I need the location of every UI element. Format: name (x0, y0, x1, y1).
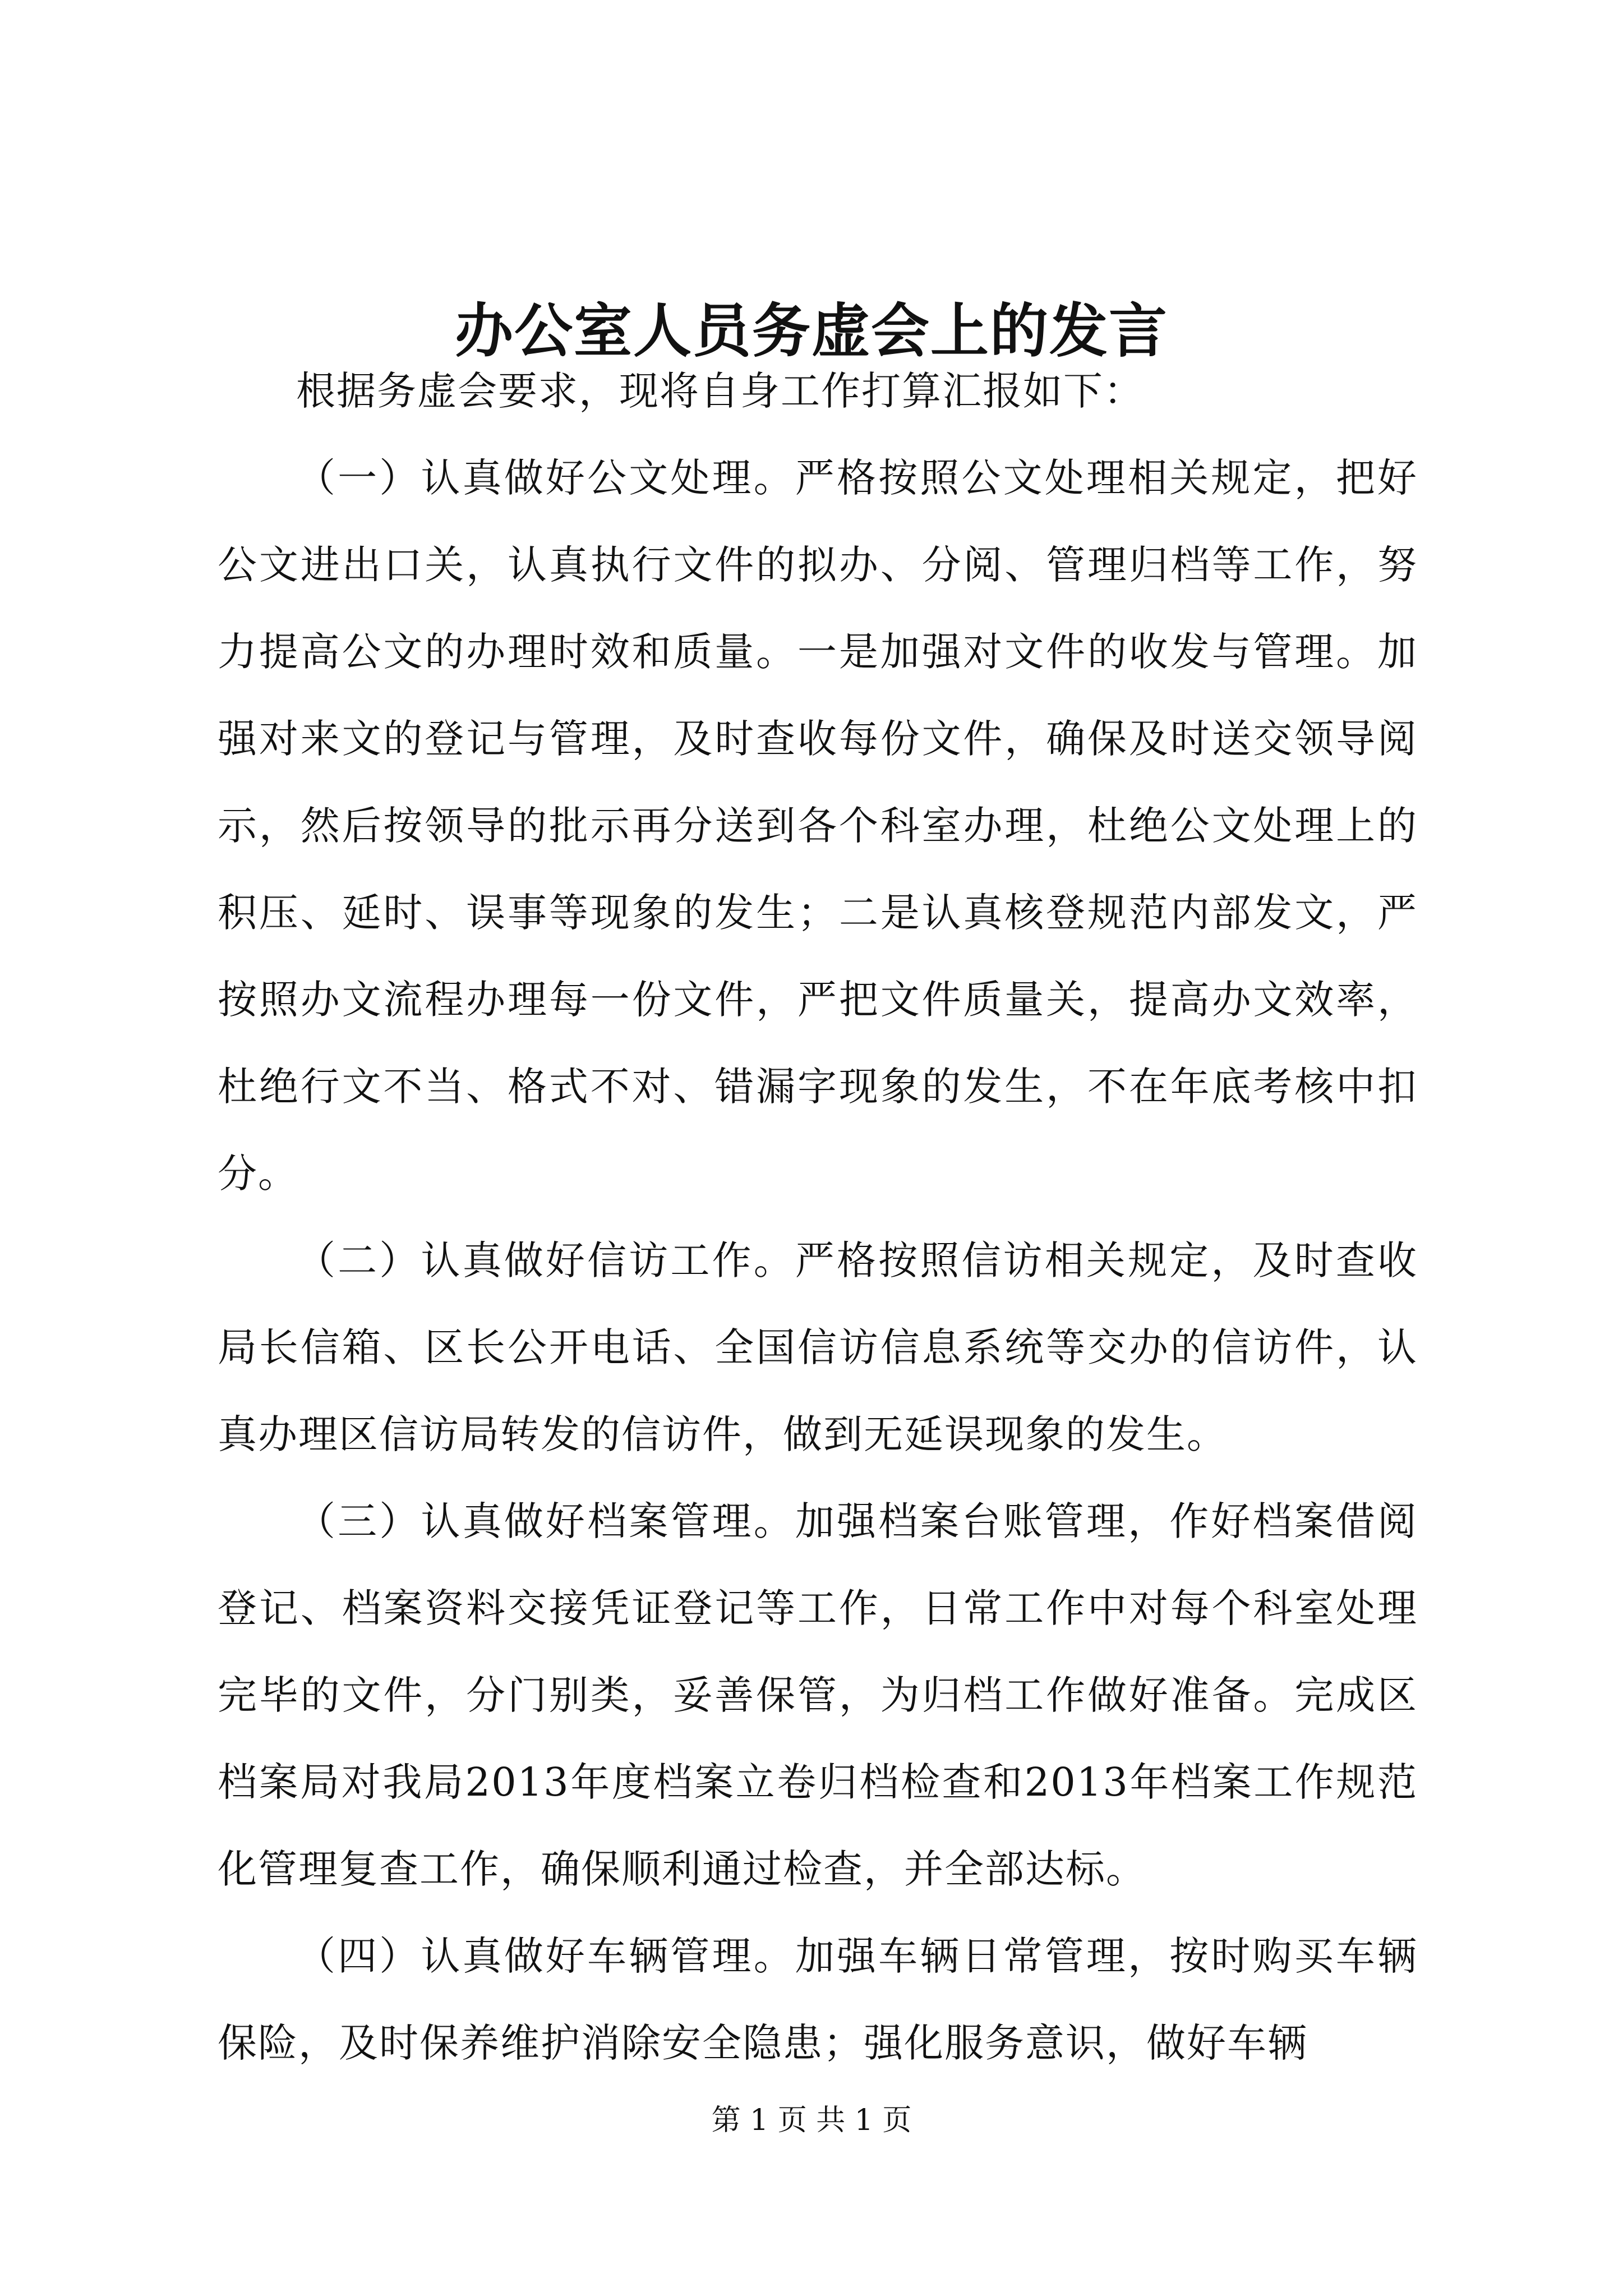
page-footer: 第 1 页 共 1 页 (711, 2104, 912, 2137)
document-title: 办公室人员务虚会上的发言 (454, 296, 1168, 365)
paragraph-archives: （三）认真做好档案管理。加强档案台账管理，作好档案借阅登记、档案资料交接凭证登记等工作，日常工作中对每个科室处理完毕的文件，分门别类，妥善保管，为归档工作做好准备。完成区档案局对我局2013年度档案立卷归档检查和2013年档案工作规范化管理复查工作，确保顺利通过检查，并全部达标。 (218, 1498, 1418, 1892)
paragraph-petitions: （二）认真做好信访工作。严格按照信访相关规定，及时查收局长信箱、区长公开电话、全国信访信息系统等交办的信访件，认真办理区信访局转发的信访件，做到无延误现象的发生。 (218, 1237, 1418, 1457)
document-body (218, 348, 1418, 2087)
paragraph-document-handling: （一）认真做好公文处理。严格按照公文处理相关规定，把好公文进出口关，认真执行文件的拟办、分阅、管理归档等工作，努力提高公文的办理时效和质量。一是加强对文件的收发与管理。加强对来文的登记与管理，及时查收每份文件，确保及时送交领导阅示，然后按领导的批示再分送到各个科室办理，杜绝公文处理上的积压、延时、误事等现象的发生；二是认真核登规范内部发文，严按照办文流程办理每一份文件，严把文件质量关，提高办文效率，杜绝行文不当、格式不对、错漏字现象的发生，不在年底考核中扣分。 (218, 455, 1418, 1197)
paragraph-vehicles: （四）认真做好车辆管理。加强车辆日常管理，按时购买车辆保险，及时保养维护消除安全隐患；强化服务意识，做好车辆 (218, 1933, 1418, 2066)
paragraph-intro: 根据务虚会要求，现将自身工作打算汇报如下： (296, 368, 1144, 414)
